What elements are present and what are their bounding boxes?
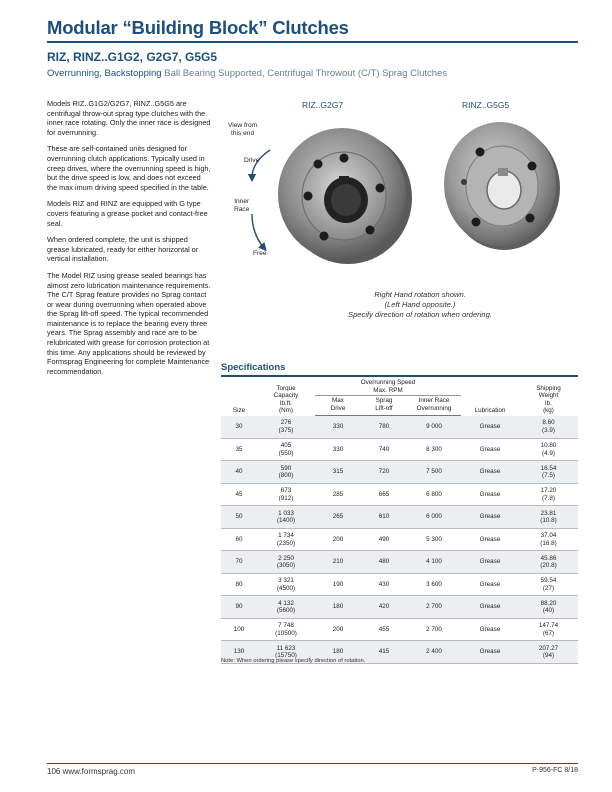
table-row: [221, 506, 578, 529]
figure-label-riz: RIZ..G2G7: [302, 100, 344, 110]
caption-line: (Left Hand opposite.): [384, 300, 456, 309]
cell-size: 80: [221, 573, 257, 596]
cell-max-drive: 200: [315, 528, 361, 551]
cell-sprag-liftoff: 420: [361, 596, 407, 619]
cell-lubrication: Grease: [461, 573, 519, 596]
callout-free: Free: [253, 250, 267, 257]
cell-max-drive: 180: [315, 596, 361, 619]
col-header-weight: Shipping Weight lb. (kg): [536, 384, 561, 415]
paragraph: These are self-contained units designed for overrunning clutch applications. Typically used in creep drives, where the overrunning speed is high, but the drive speed is low, and does not exceed the max imum driving speed specified in the table.: [47, 144, 211, 192]
cell-weight: 16.54 (7.5): [519, 461, 578, 484]
figure-caption: [300, 290, 540, 320]
cell-sprag-liftoff: 780: [361, 416, 407, 439]
cell-inner-race: 8 300: [407, 438, 461, 461]
tagline: [47, 68, 447, 79]
riz-clutch-image: [266, 118, 414, 270]
cell-lubrication: Grease: [461, 483, 519, 506]
figure-label-rinz: RINZ..G5G5: [462, 100, 510, 110]
cell-max-drive: 190: [315, 573, 361, 596]
cell-sprag-liftoff: 665: [361, 483, 407, 506]
callout-view-end: View from this end: [228, 122, 258, 137]
paragraph: The Model RIZ using grease sealed bearings has almost zero lubrication maintenance requirements. The C/T Sprag feature provides no Sprag contact or wear during overrunning when operated above the Sprag lift-off speed. The typical recommended maintenance is to replace the bearing every three years. The Sprag assembly and race are to be relubricated with grease for corrosion protection at this time. Any applications should be reviewed by Formsprag Engineering for complete Maintenance recommendation.: [47, 270, 211, 376]
cell-lubrication: Grease: [461, 618, 519, 641]
cell-torque: 2 250 (3050): [257, 551, 315, 574]
caption-line: Specify direction of rotation when ordering.: [348, 310, 492, 319]
cell-weight: 59.54 (27): [519, 573, 578, 596]
cell-torque: 405 (550): [257, 438, 315, 461]
table-row: [221, 416, 578, 439]
cell-weight: 45.86 (20.8): [519, 551, 578, 574]
table-row: [221, 528, 578, 551]
cell-inner-race: 2 700: [407, 618, 461, 641]
callout-drive: Drive: [244, 157, 260, 164]
tagline-highlight: Overrunning, Backstopping: [47, 68, 162, 79]
cell-inner-race: 5 300: [407, 528, 461, 551]
col-header-sprag-liftoff: Sprag Lift-off: [361, 396, 407, 416]
col-header-overrunning-group: Overrunning Speed Max. RPM: [315, 378, 461, 396]
cell-max-drive: 285: [315, 483, 361, 506]
cell-weight: 8.60 (3.9): [519, 416, 578, 439]
cell-weight: 207.27 (94): [519, 641, 578, 664]
cell-torque: 7 748 (10500): [257, 618, 315, 641]
col-header-size: Size: [232, 407, 246, 415]
col-header-inner-race: Inner Race Overrunning: [407, 396, 461, 416]
specifications-body: [221, 416, 578, 664]
cell-sprag-liftoff: 720: [361, 461, 407, 484]
cell-weight: 88.20 (40): [519, 596, 578, 619]
caption-line: Right Hand rotation shown.: [374, 290, 466, 299]
cell-torque: 1 734 (2350): [257, 528, 315, 551]
specifications-divider: [221, 375, 578, 377]
cell-inner-race: 4 100: [407, 551, 461, 574]
cell-lubrication: Grease: [461, 528, 519, 551]
cell-inner-race: 2 400: [407, 641, 461, 664]
page-title: Modular “Building Block” Clutches: [47, 17, 349, 38]
cell-sprag-liftoff: 610: [361, 506, 407, 529]
col-header-lubrication: Lubrication: [474, 407, 506, 415]
cell-max-drive: 330: [315, 438, 361, 461]
cell-weight: 17.20 (7.8): [519, 483, 578, 506]
footer-catalog-code: P-956-FC 8/18: [532, 767, 578, 774]
callout-inner-race: Inner Race: [234, 198, 250, 213]
cell-sprag-liftoff: 490: [361, 528, 407, 551]
footer-page-url: 106 www.formsprag.com: [47, 767, 136, 776]
specifications-heading: Specifications: [221, 362, 286, 373]
cell-torque: 276 (375): [257, 416, 315, 439]
table-row: [221, 483, 578, 506]
cell-torque: 11 623 (15750): [257, 641, 315, 664]
table-row: [221, 618, 578, 641]
cell-sprag-liftoff: 430: [361, 573, 407, 596]
cell-max-drive: 330: [315, 416, 361, 439]
cell-lubrication: Grease: [461, 551, 519, 574]
cell-weight: 10.80 (4.9): [519, 438, 578, 461]
cell-max-drive: 180: [315, 641, 361, 664]
cell-size: 130: [221, 641, 257, 664]
cell-inner-race: 6 800: [407, 483, 461, 506]
cell-torque: 673 (912): [257, 483, 315, 506]
cell-lubrication: Grease: [461, 641, 519, 664]
footer-divider: [47, 763, 578, 764]
paragraph: When ordered complete, the unit is shipped grease lubricated, ready for either horizontal or vertical installation.: [47, 235, 199, 264]
paragraph: Models RIZ and RINZ are equipped with G type covers featuring a grease pocket and contact-free seal.: [47, 199, 208, 228]
cell-size: 35: [221, 438, 257, 461]
table-row: [221, 551, 578, 574]
cell-size: 90: [221, 596, 257, 619]
cell-weight: 23.81 (10.8): [519, 506, 578, 529]
cell-inner-race: 7 500: [407, 461, 461, 484]
cell-lubrication: Grease: [461, 596, 519, 619]
cell-size: 45: [221, 483, 257, 506]
cell-torque: 3 321 (4500): [257, 573, 315, 596]
table-row: [221, 438, 578, 461]
table-row: [221, 461, 578, 484]
cell-weight: 147.74 (67): [519, 618, 578, 641]
cell-max-drive: 265: [315, 506, 361, 529]
tagline-rest: Ball Bearing Supported, Centrifugal Throwout (C/T) Sprag Clutches: [161, 68, 448, 79]
cell-sprag-liftoff: 740: [361, 438, 407, 461]
specifications-note: Note: When ordering please specify direction of rotation.: [221, 658, 366, 664]
col-header-max-drive: Max Drive: [315, 396, 361, 416]
table-row: [221, 596, 578, 619]
specifications-table: [221, 378, 578, 664]
paragraph: Models RIZ..G1G2/G2G7, RINZ..G5G5 are centrifugal throw-out sprag type clutches with the inner race rotating. Only the inner race is designed for overrunning.: [47, 99, 211, 137]
col-header-torque: Torque Capacity lb.ft. (Nm): [273, 384, 299, 415]
cell-max-drive: 315: [315, 461, 361, 484]
cell-lubrication: Grease: [461, 506, 519, 529]
cell-size: 70: [221, 551, 257, 574]
title-divider: [47, 41, 578, 43]
cell-size: 100: [221, 618, 257, 641]
cell-sprag-liftoff: 415: [361, 641, 407, 664]
rinz-clutch-image: [440, 118, 562, 254]
cell-lubrication: Grease: [461, 416, 519, 439]
cell-inner-race: 2 700: [407, 596, 461, 619]
cell-torque: 1 033 (1400): [257, 506, 315, 529]
cell-inner-race: 3 600: [407, 573, 461, 596]
cell-torque: 4 132 (5600): [257, 596, 315, 619]
model-subtitle: RIZ, RINZ..G1G2, G2G7, G5G5: [47, 50, 218, 64]
table-row: [221, 573, 578, 596]
description-column: [47, 99, 212, 383]
cell-inner-race: 6 000: [407, 506, 461, 529]
cell-max-drive: 210: [315, 551, 361, 574]
cell-sprag-liftoff: 455: [361, 618, 407, 641]
cell-size: 30: [221, 416, 257, 439]
cell-size: 40: [221, 461, 257, 484]
cell-weight: 37.04 (16.8): [519, 528, 578, 551]
cell-sprag-liftoff: 480: [361, 551, 407, 574]
cell-lubrication: Grease: [461, 438, 519, 461]
cell-torque: 590 (800): [257, 461, 315, 484]
cell-max-drive: 200: [315, 618, 361, 641]
cell-size: 60: [221, 528, 257, 551]
cell-lubrication: Grease: [461, 461, 519, 484]
cell-inner-race: 9 000: [407, 416, 461, 439]
cell-size: 50: [221, 506, 257, 529]
